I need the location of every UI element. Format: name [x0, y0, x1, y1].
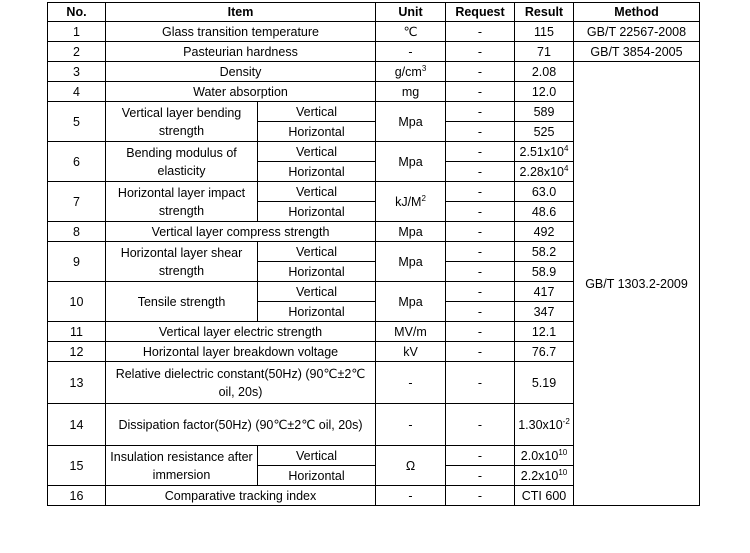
- result-vertical: 63.0: [515, 182, 574, 202]
- row-request: -: [446, 302, 515, 322]
- result-exponent: 4: [564, 143, 569, 153]
- header-item: Item: [106, 3, 376, 22]
- row-item: Vertical layer electric strength: [106, 322, 376, 342]
- unit-base: kJ/M: [395, 194, 422, 209]
- sub-horizontal: Horizontal: [258, 202, 376, 222]
- result-vertical: [515, 142, 574, 162]
- row-result: 115: [515, 22, 574, 42]
- result-base: 2.51x10: [519, 144, 565, 159]
- row-number: 14: [48, 404, 106, 446]
- row-unit: mg: [376, 82, 446, 102]
- row-request: -: [446, 182, 515, 202]
- result-base: 2.2x10: [520, 468, 559, 483]
- row-result: 492: [515, 222, 574, 242]
- header-request: Request: [446, 3, 515, 22]
- row-item: Density: [106, 62, 376, 82]
- row-request: -: [446, 242, 515, 262]
- row-number: 3: [48, 62, 106, 82]
- row-request: -: [446, 322, 515, 342]
- result-exponent: 4: [564, 163, 569, 173]
- row-item: Bending modulus of elasticity: [106, 142, 258, 182]
- unit-base: g/cm: [394, 64, 422, 79]
- row-number: 4: [48, 82, 106, 102]
- row-request: -: [446, 102, 515, 122]
- sub-horizontal: Horizontal: [258, 302, 376, 322]
- row-unit: -: [376, 362, 446, 404]
- sub-horizontal: Horizontal: [258, 262, 376, 282]
- row-item: Horizontal layer shear strength: [106, 242, 258, 282]
- result-base: 1.30x10: [518, 417, 563, 432]
- sub-horizontal: Horizontal: [258, 122, 376, 142]
- row-request: -: [446, 262, 515, 282]
- row-request: -: [446, 142, 515, 162]
- row-unit: MV/m: [376, 322, 446, 342]
- row-result: 2.08: [515, 62, 574, 82]
- table-header-row: [48, 3, 700, 22]
- result-exponent: 10: [558, 447, 568, 457]
- row-unit: -: [376, 486, 446, 506]
- row-unit: Mpa: [376, 142, 446, 182]
- row-item: Comparative tracking index: [106, 486, 376, 506]
- header-no: No.: [48, 3, 106, 22]
- sub-vertical: Vertical: [258, 282, 376, 302]
- row-number: 5: [48, 102, 106, 142]
- table-row: [48, 42, 700, 62]
- result-base: 2.28x10: [519, 164, 565, 179]
- table-row: [48, 62, 700, 82]
- row-unit: [376, 182, 446, 222]
- result-vertical: 417: [515, 282, 574, 302]
- row-result: 76.7: [515, 342, 574, 362]
- row-number: 2: [48, 42, 106, 62]
- sub-horizontal: Horizontal: [258, 466, 376, 486]
- row-number: 7: [48, 182, 106, 222]
- row-item: Insulation resistance after immersion: [106, 446, 258, 486]
- sub-vertical: Vertical: [258, 102, 376, 122]
- row-method: GB/T 3854-2005: [574, 42, 700, 62]
- row-item: Vertical layer bending strength: [106, 102, 258, 142]
- table-row: [48, 22, 700, 42]
- row-request: -: [446, 404, 515, 446]
- row-result: 12.0: [515, 82, 574, 102]
- row-item: Tensile strength: [106, 282, 258, 322]
- row-result: 71: [515, 42, 574, 62]
- row-unit: ℃: [376, 22, 446, 42]
- result-vertical: 58.2: [515, 242, 574, 262]
- row-item: Vertical layer compress strength: [106, 222, 376, 242]
- row-item: Horizontal layer breakdown voltage: [106, 342, 376, 362]
- row-number: 16: [48, 486, 106, 506]
- row-request: -: [446, 82, 515, 102]
- row-number: 10: [48, 282, 106, 322]
- row-number: 12: [48, 342, 106, 362]
- row-request: -: [446, 22, 515, 42]
- row-number: 6: [48, 142, 106, 182]
- row-request: -: [446, 342, 515, 362]
- sub-horizontal: Horizontal: [258, 162, 376, 182]
- row-unit: Mpa: [376, 282, 446, 322]
- row-request: -: [446, 42, 515, 62]
- header-method: Method: [574, 3, 700, 22]
- row-result: [515, 404, 574, 446]
- row-result: 5.19: [515, 362, 574, 404]
- row-item: Pasteurian hardness: [106, 42, 376, 62]
- header-result: Result: [515, 3, 574, 22]
- row-request: -: [446, 486, 515, 506]
- test-results-table: [47, 2, 700, 506]
- row-unit: -: [376, 404, 446, 446]
- sub-vertical: Vertical: [258, 142, 376, 162]
- row-number: 1: [48, 22, 106, 42]
- row-request: -: [446, 466, 515, 486]
- row-number: 13: [48, 362, 106, 404]
- row-unit: -: [376, 42, 446, 62]
- row-unit: kV: [376, 342, 446, 362]
- row-request: -: [446, 122, 515, 142]
- result-vertical: 589: [515, 102, 574, 122]
- result-horizontal: [515, 466, 574, 486]
- result-exponent: -2: [562, 416, 570, 426]
- row-request: -: [446, 62, 515, 82]
- unit-exponent: 2: [421, 193, 426, 203]
- row-item: Dissipation factor(50Hz) (90℃±2℃ oil, 20s): [106, 404, 376, 446]
- row-item: Glass transition temperature: [106, 22, 376, 42]
- row-number: 15: [48, 446, 106, 486]
- result-base: 2.0x10: [520, 448, 559, 463]
- row-request: -: [446, 202, 515, 222]
- sub-vertical: Vertical: [258, 446, 376, 466]
- result-horizontal: 58.9: [515, 262, 574, 282]
- result-horizontal: [515, 162, 574, 182]
- row-request: -: [446, 362, 515, 404]
- row-request: -: [446, 162, 515, 182]
- row-number: 11: [48, 322, 106, 342]
- row-item: Horizontal layer impact strength: [106, 182, 258, 222]
- row-unit: Mpa: [376, 222, 446, 242]
- sub-vertical: Vertical: [258, 242, 376, 262]
- row-unit: Mpa: [376, 242, 446, 282]
- result-horizontal: 48.6: [515, 202, 574, 222]
- row-unit: Mpa: [376, 102, 446, 142]
- row-request: -: [446, 222, 515, 242]
- row-unit: [376, 62, 446, 82]
- row-result: CTI 600: [515, 486, 574, 506]
- sub-vertical: Vertical: [258, 182, 376, 202]
- row-result: 12.1: [515, 322, 574, 342]
- result-horizontal: 525: [515, 122, 574, 142]
- shared-method: GB/T 1303.2-2009: [574, 62, 700, 506]
- row-request: -: [446, 282, 515, 302]
- row-item: Water absorption: [106, 82, 376, 102]
- result-vertical: [515, 446, 574, 466]
- row-number: 9: [48, 242, 106, 282]
- row-method: GB/T 22567-2008: [574, 22, 700, 42]
- result-horizontal: 347: [515, 302, 574, 322]
- header-unit: Unit: [376, 3, 446, 22]
- row-unit: Ω: [376, 446, 446, 486]
- row-item: Relative dielectric constant(50Hz) (90℃±2℃ oil, 20s): [106, 362, 376, 404]
- row-number: 8: [48, 222, 106, 242]
- result-exponent: 10: [558, 467, 568, 477]
- row-request: -: [446, 446, 515, 466]
- unit-exponent: 3: [421, 63, 427, 73]
